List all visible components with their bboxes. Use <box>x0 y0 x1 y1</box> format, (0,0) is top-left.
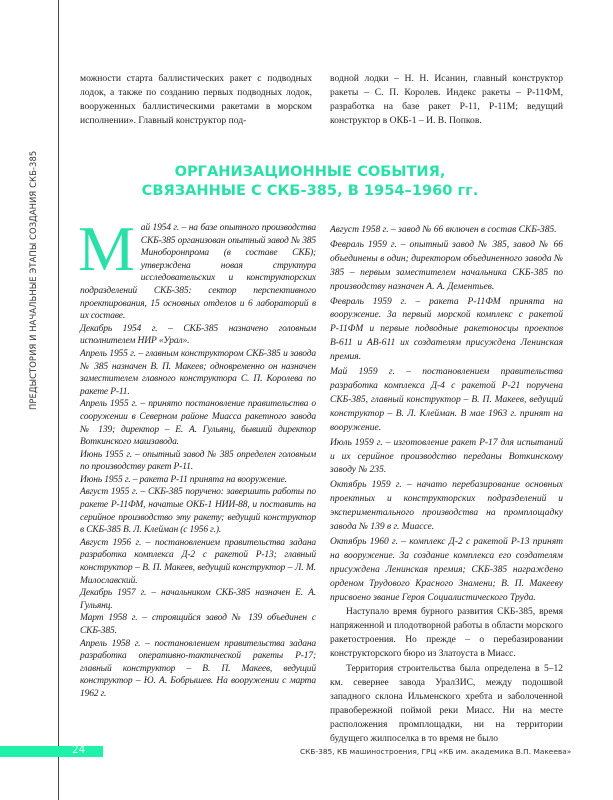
chronology-entry: Июнь 1955 г. – ракета Р-11 принята на вооружение. <box>80 474 287 485</box>
chronology-entry: Июнь 1955 г. – опытный завод № 385 определен головным по производству ракет Р-11. <box>80 449 316 473</box>
chronology-entry: Апрель 1955 г. – главным конструктором СКБ-385 и завода № 385 назначен В. П. Макеев; одновременно он назначен заместителем главного конструктора С. П. Королева по ракете Р-11. <box>80 348 316 397</box>
running-title-text: ПРЕДЫСТОРИЯ И НАЧАЛЬНЫЕ ЭТАПЫ СОЗДАНИЯ СКБ-385 <box>28 150 38 410</box>
section-heading-line-2: СВЯЗАННЫЕ С СКБ-385, В 1954–1960 гг. <box>141 182 479 199</box>
intro-paragraph-left: можности старта баллистических ракет с подводных лодок, а также по созданию первых подводных лодок, вооруженных баллистическими ракетами в морском исполнении». Главный конструктор под- <box>80 73 312 127</box>
drop-cap: М <box>78 213 135 284</box>
chronology-entry <box>78 213 316 323</box>
section-heading-line-1: ОРГАНИЗАЦИОННЫЕ СОБЫТИЯ, <box>174 163 446 180</box>
chronology-entry: Февраль 1959 г. – опытный завод № 385, завод № 66 объединены в один; директором объединенного завода № 385 – первым заместителем начальника СКБ-385 по производству назначен А. А. Дементьев. <box>330 239 563 292</box>
chronology-entry: Август 1955 г. – СКБ-385 поручено: завершить работы по ракете Р-11ФМ, начатые ОКБ-1 НИИ-88, и поставить на серийное производство эту ракету; ведущий конструктор в СКБ-385 В. Л. Клейман (с 1956 г.). <box>80 487 316 536</box>
chronology-entry: Декабрь 1957 г. – начальником СКБ-385 назначен Е. А. Гульянц. <box>80 588 316 611</box>
chronology-entry-text: ай 1954 г. – на базе опытного производства СКБ-385 организован опытный завод № 385 Миноборонпрома (в составе СКБ); утверждена новая структура исследовательских и конструкторских подразделений СКБ-385: сектор перспективного проектирования, 15 основных отделов и 6 лабораторий в их составе. <box>80 223 316 322</box>
chronology-entry: Апрель 1958 г. – постановлением правительства задана разработка оперативно-тактической ракеты Р-17; главный конструктор – В. П. Макеев, ведущий конструктор – Ю. А. Бобрышев. На вооружении с марта 1962 г. <box>80 638 316 699</box>
intro-paragraph-right: водной лодки – Н. Н. Исанин, главный конструктор ракеты – С. П. Королев. Индекс ракеты – Р-11ФМ, разработка на базе ракет Р-11, Р-11М; ведущий конструктор в ОКБ-1 – И. В. Попков. <box>330 73 563 127</box>
chronology-entry: Март 1958 г. – строящийся завод № 139 объединен с СКБ-385. <box>80 613 316 636</box>
footer-publisher: СКБ-385, КБ машиностроения, ГРЦ «КБ им. академика В.П. Макеева» <box>300 747 572 756</box>
section-heading <box>60 162 560 200</box>
chronology-entry: Февраль 1959 г. – ракета Р-11ФМ принята на вооружение. За первый морской комплекс с ракетой Р-11ФМ и первые подводные ракетоносцы проектов В-611 и АВ-611 их создателям присуждена Ленинская премия. <box>330 296 563 363</box>
page-number: 24 <box>72 744 86 756</box>
chronology-entry: Декабрь 1954 г. – СКБ-385 назначено головным исполнителем НИР «Урал». <box>80 323 316 347</box>
margin-rule <box>58 0 59 800</box>
body-paragraph: Наступало время бурного развития СКБ-385, время напряженной и плодотворной работы в области морского ракетостроения. Но прежде – о перебазировании конструкторского бюро из Златоуста в Миасс. <box>330 607 563 660</box>
chronology-entry: Апрель 1955 г. – принято постановление правительства о сооружении в Северном районе Миасса ракетного завода № 139; директор – Е. А. Гульянц, бывший директор Воткинского машзавода. <box>80 399 316 448</box>
chronology-left-column <box>78 213 316 701</box>
chronology-entry: Август 1958 г. – завод № 66 включен в состав СКБ-385. <box>330 225 557 235</box>
body-paragraph: Территория строительства была определена в 5–12 км. севернее завода УралЗИС, между подошвой западного склона Ильменского хребта и заболоченной правобережной поймой реки Миасс. Ни на месте расположения промплощадки, ни на территории будущего жилпоселка в то время не было <box>330 664 563 744</box>
chronology-right-column <box>330 224 563 748</box>
chronology-entry: Октябрь 1959 г. – начато перебазирование основных проектных и конструкторских подразделений и экспериментального производства на промплощадку завода № 139 в г. Миассе. <box>330 480 563 533</box>
page-number-bar <box>0 746 103 757</box>
chronology-entry: Июль 1959 г. – изготовление ракет Р-17 для испытаний и их серийное производство переданы Воткинскому заводу № 235. <box>330 437 563 476</box>
chronology-entry: Октябрь 1960 г. – комплекс Д-2 с ракетой Р-13 принят на вооружение. За создание комплекса его создателям присуждена Ленинская премия; СКБ-385 награждено орденом Трудового Красного Знамени; В. П. Макееву присвоено звание Героя Социалистического Труда. <box>330 536 563 603</box>
chronology-entry: Май 1959 г. – постановлением правительства разработка комплекса Д-4 с ракетой Р-21 поручена СКБ-385, главный конструктор – В. П. Макеев, ведущий конструктор – В. Л. Клейман. В мае 1963 г. принят на вооружение. <box>330 367 563 433</box>
chronology-entry: Август 1956 г. – постановлением правительства задана разработка комплекса Д-2 с ракетой Р-13; главный конструктор – В. П. Макеев, ведущий конструктор – Л. М. Милославский. <box>80 537 316 586</box>
